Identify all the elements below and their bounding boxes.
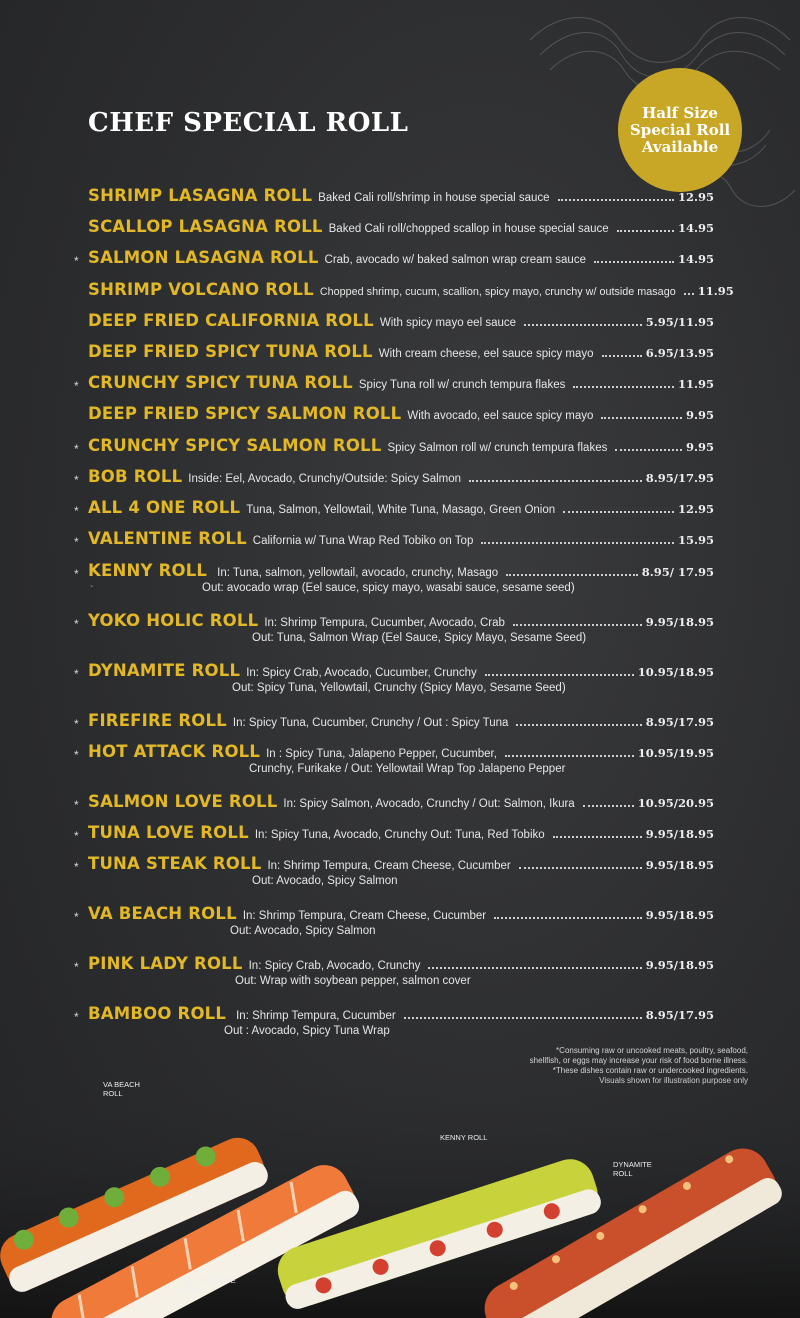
item-description: In: Shrimp Tempura, Cream Cheese, Cucumber xyxy=(242,910,487,922)
item-price: 9.95/18.95 xyxy=(645,958,714,972)
item-description: With cream cheese, eel sauce spicy mayo xyxy=(378,348,594,360)
raw-marker: * xyxy=(74,667,79,681)
item-name: ALL 4 ONE ROLL xyxy=(88,498,241,517)
item-description: In: Spicy Crab, Avocado, Crunchy xyxy=(248,960,421,972)
item-description: Chopped shrimp, cucum, scallion, spicy mayo, crunchy w/ outside masago xyxy=(319,286,676,298)
item-name: DEEP FRIED SPICY SALMON ROLL xyxy=(88,404,402,423)
photo-label-line: ROLL xyxy=(103,1089,123,1098)
dot-leader xyxy=(428,967,641,969)
photo-label-dynamite xyxy=(613,1160,652,1178)
dot-leader xyxy=(617,230,674,232)
badge-line: Half Size xyxy=(642,103,718,122)
item-price: 9.95/18.95 xyxy=(645,827,714,841)
page-title: CHEF SPECIAL ROLL xyxy=(88,108,409,138)
item-name: BAMBOO ROLL xyxy=(88,1004,227,1023)
stray-mark: ` xyxy=(90,585,94,596)
dot-leader xyxy=(573,386,674,388)
item-description-outside: Out: Spicy Tuna, Yellowtail, Crunchy (Spicy Mayo, Sesame Seed) xyxy=(232,682,566,694)
item-name: KENNY ROLL xyxy=(88,561,208,580)
photo-label-line: DYNAMITE xyxy=(613,1160,652,1169)
item-description-outside: Crunchy, Furikake / Out: Yellowtail Wrap Top Jalapeno Pepper xyxy=(249,763,566,775)
item-description: Tuna, Salmon, Yellowtail, White Tuna, Masago, Green Onion xyxy=(246,504,556,516)
raw-marker: * xyxy=(74,717,79,731)
menu-item xyxy=(0,1004,800,1044)
item-price: 6.95/13.95 xyxy=(645,346,714,360)
item-name: PINK LADY ROLL xyxy=(88,954,243,973)
item-description: Spicy Tuna roll w/ crunch tempura flakes xyxy=(358,379,566,391)
item-description: Spicy Salmon roll w/ crunch tempura flakes xyxy=(387,442,608,454)
item-name: BOB ROLL xyxy=(88,467,183,486)
item-description: In: Shrimp Tempura, Cucumber, Avocado, Crab xyxy=(264,617,505,629)
item-price: 8.95/17.95 xyxy=(645,715,714,729)
photo-label-line: SALMON LOVE xyxy=(182,1276,236,1285)
dot-leader xyxy=(404,1017,642,1019)
dot-leader xyxy=(524,324,642,326)
item-name: SHRIMP LASAGNA ROLL xyxy=(88,186,313,205)
item-description-outside: Out: Tuna, Salmon Wrap (Eel Sauce, Spicy Mayo, Sesame Seed) xyxy=(252,632,587,644)
raw-marker: * xyxy=(74,617,79,631)
item-price: 9.95 xyxy=(685,408,714,422)
dot-leader xyxy=(553,836,642,838)
dot-leader xyxy=(516,724,641,726)
item-price: 11.95 xyxy=(697,284,734,298)
raw-marker: * xyxy=(74,748,79,762)
raw-marker: * xyxy=(74,473,79,487)
photo-label-line: ROLL xyxy=(613,1169,633,1178)
raw-marker: * xyxy=(74,442,79,456)
menu-item xyxy=(0,742,800,782)
dot-leader xyxy=(494,917,642,919)
item-price: 9.95/18.95 xyxy=(645,858,714,872)
item-description-outside: Out : Avocado, Spicy Tuna Wrap xyxy=(224,1025,390,1037)
item-description-outside: Out: Avocado, Spicy Salmon xyxy=(252,875,398,887)
menu-item xyxy=(0,904,800,944)
raw-marker: * xyxy=(74,829,79,843)
item-price: 5.95/11.95 xyxy=(645,315,714,329)
dot-leader xyxy=(469,480,642,482)
dot-leader xyxy=(583,805,634,807)
item-description: Baked Cali roll/chopped scallop in house special sauce xyxy=(328,223,609,235)
dot-leader xyxy=(594,261,674,263)
item-price: 12.95 xyxy=(677,502,714,516)
raw-marker: * xyxy=(74,798,79,812)
item-description: In: Spicy Tuna, Avocado, Crunchy Out: Tuna, Red Tobiko xyxy=(254,829,545,841)
item-name: FIREFIRE ROLL xyxy=(88,711,227,730)
item-name: TUNA LOVE ROLL xyxy=(88,823,249,842)
raw-marker: * xyxy=(74,910,79,924)
item-price: 15.95 xyxy=(677,533,714,547)
item-price: 9.95/18.95 xyxy=(645,908,714,922)
item-name: TUNA STEAK ROLL xyxy=(88,854,262,873)
raw-marker: * xyxy=(74,535,79,549)
raw-marker: * xyxy=(74,504,79,518)
item-description: California w/ Tuna Wrap Red Tobiko on Top xyxy=(252,535,474,547)
dot-leader xyxy=(519,867,642,869)
photo-label-line: KENNY ROLL xyxy=(440,1133,488,1142)
menu-item xyxy=(0,561,800,601)
item-price: 11.95 xyxy=(677,377,714,391)
item-description: In: Spicy Salmon, Avocado, Crunchy / Out: Salmon, Ikura xyxy=(283,798,575,810)
item-name: SCALLOP LASAGNA ROLL xyxy=(88,217,323,236)
item-name: SALMON LOVE ROLL xyxy=(88,792,278,811)
item-description: In: Tuna, salmon, yellowtail, avocado, crunchy, Masago xyxy=(217,567,499,579)
raw-marker: * xyxy=(74,379,79,393)
item-description: In : Spicy Tuna, Jalapeno Pepper, Cucumber, xyxy=(266,748,497,760)
dot-leader xyxy=(506,574,638,576)
disclaimer-line: shellfish, or eggs may increase your risk of food borne illness. xyxy=(529,1056,748,1065)
item-price: 9.95 xyxy=(685,440,714,454)
item-description-outside: Out: avocado wrap (Eel sauce, spicy mayo, wasabi sauce, sesame seed) xyxy=(202,582,575,594)
item-name: DEEP FRIED CALIFORNIA ROLL xyxy=(88,311,374,330)
photo-label-kenny xyxy=(440,1133,487,1142)
item-name: DEEP FRIED SPICY TUNA ROLL xyxy=(88,342,373,361)
menu-item xyxy=(0,611,800,651)
item-price: 10.95/18.95 xyxy=(637,665,714,679)
dot-leader xyxy=(563,511,674,513)
item-description: In: Spicy Tuna, Cucumber, Crunchy / Out : Spicy Tuna xyxy=(232,717,509,729)
item-price: 10.95/19.95 xyxy=(637,746,714,760)
item-description: Baked Cali roll/shrimp in house special sauce xyxy=(318,192,550,204)
item-description: In: Spicy Crab, Avocado, Cucumber, Crunchy xyxy=(246,667,477,679)
item-description: In: Shrimp Tempura, Cream Cheese, Cucumber xyxy=(267,860,511,872)
dot-leader xyxy=(601,417,682,419)
raw-marker: * xyxy=(74,860,79,874)
photo-label-line: VA BEACH xyxy=(103,1080,140,1089)
raw-marker: * xyxy=(74,1010,79,1024)
dot-leader xyxy=(513,624,642,626)
item-name: YOKO HOLIC ROLL xyxy=(88,611,259,630)
raw-marker: * xyxy=(74,254,79,268)
item-description-outside: Out: Wrap with soybean pepper, salmon cover xyxy=(235,975,471,987)
item-description: With avocado, eel sauce spicy mayo xyxy=(407,410,594,422)
photo-label-line: ROLL xyxy=(182,1285,202,1294)
photo-label-salmon-love xyxy=(182,1276,236,1294)
item-price: 8.95/17.95 xyxy=(645,471,714,485)
item-name: SHRIMP VOLCANO ROLL xyxy=(88,280,314,299)
raw-marker: * xyxy=(74,567,79,581)
item-price: 8.95/17.95 xyxy=(645,1008,714,1022)
sushi-rolls-photo xyxy=(0,1070,800,1318)
item-price: 8.95/ 17.95 xyxy=(641,565,714,579)
item-price: 12.95 xyxy=(677,190,714,204)
raw-marker: * xyxy=(74,960,79,974)
menu-item xyxy=(0,954,800,994)
disclaimer-line: *Consuming raw or uncooked meats, poultry, seafood, xyxy=(556,1046,748,1055)
item-price: 10.95/20.95 xyxy=(637,796,714,810)
item-name: CRUNCHY SPICY TUNA ROLL xyxy=(88,373,353,392)
dot-leader xyxy=(481,542,674,544)
item-price: 14.95 xyxy=(677,252,714,266)
item-price: 14.95 xyxy=(677,221,714,235)
dot-leader xyxy=(505,755,634,757)
dot-leader xyxy=(615,449,682,451)
menu-item xyxy=(0,854,800,894)
dot-leader xyxy=(558,199,674,201)
item-name: SALMON LASAGNA ROLL xyxy=(88,248,319,267)
item-name: VALENTINE ROLL xyxy=(88,529,247,548)
badge-line: Special Roll xyxy=(629,120,731,139)
item-description: Crab, avocado w/ baked salmon wrap cream sauce xyxy=(324,254,586,266)
menu-item xyxy=(0,661,800,701)
item-description-outside: Out: Avocado, Spicy Salmon xyxy=(230,925,376,937)
item-name: CRUNCHY SPICY SALMON ROLL xyxy=(88,436,382,455)
item-description: With spicy mayo eel sauce xyxy=(379,317,517,329)
item-name: DYNAMITE ROLL xyxy=(88,661,241,680)
photo-label-va-beach xyxy=(103,1080,140,1098)
item-description: Inside: Eel, Avocado, Crunchy/Outside: Spicy Salmon xyxy=(188,473,462,485)
dot-leader xyxy=(602,355,642,357)
item-price: 9.95/18.95 xyxy=(645,615,714,629)
dot-leader xyxy=(485,674,634,676)
badge-line: Available xyxy=(641,137,719,156)
item-name: HOT ATTACK ROLL xyxy=(88,742,261,761)
item-description: In: Shrimp Tempura, Cucumber xyxy=(236,1010,396,1022)
dot-leader xyxy=(684,293,694,295)
item-name: VA BEACH ROLL xyxy=(88,904,237,923)
